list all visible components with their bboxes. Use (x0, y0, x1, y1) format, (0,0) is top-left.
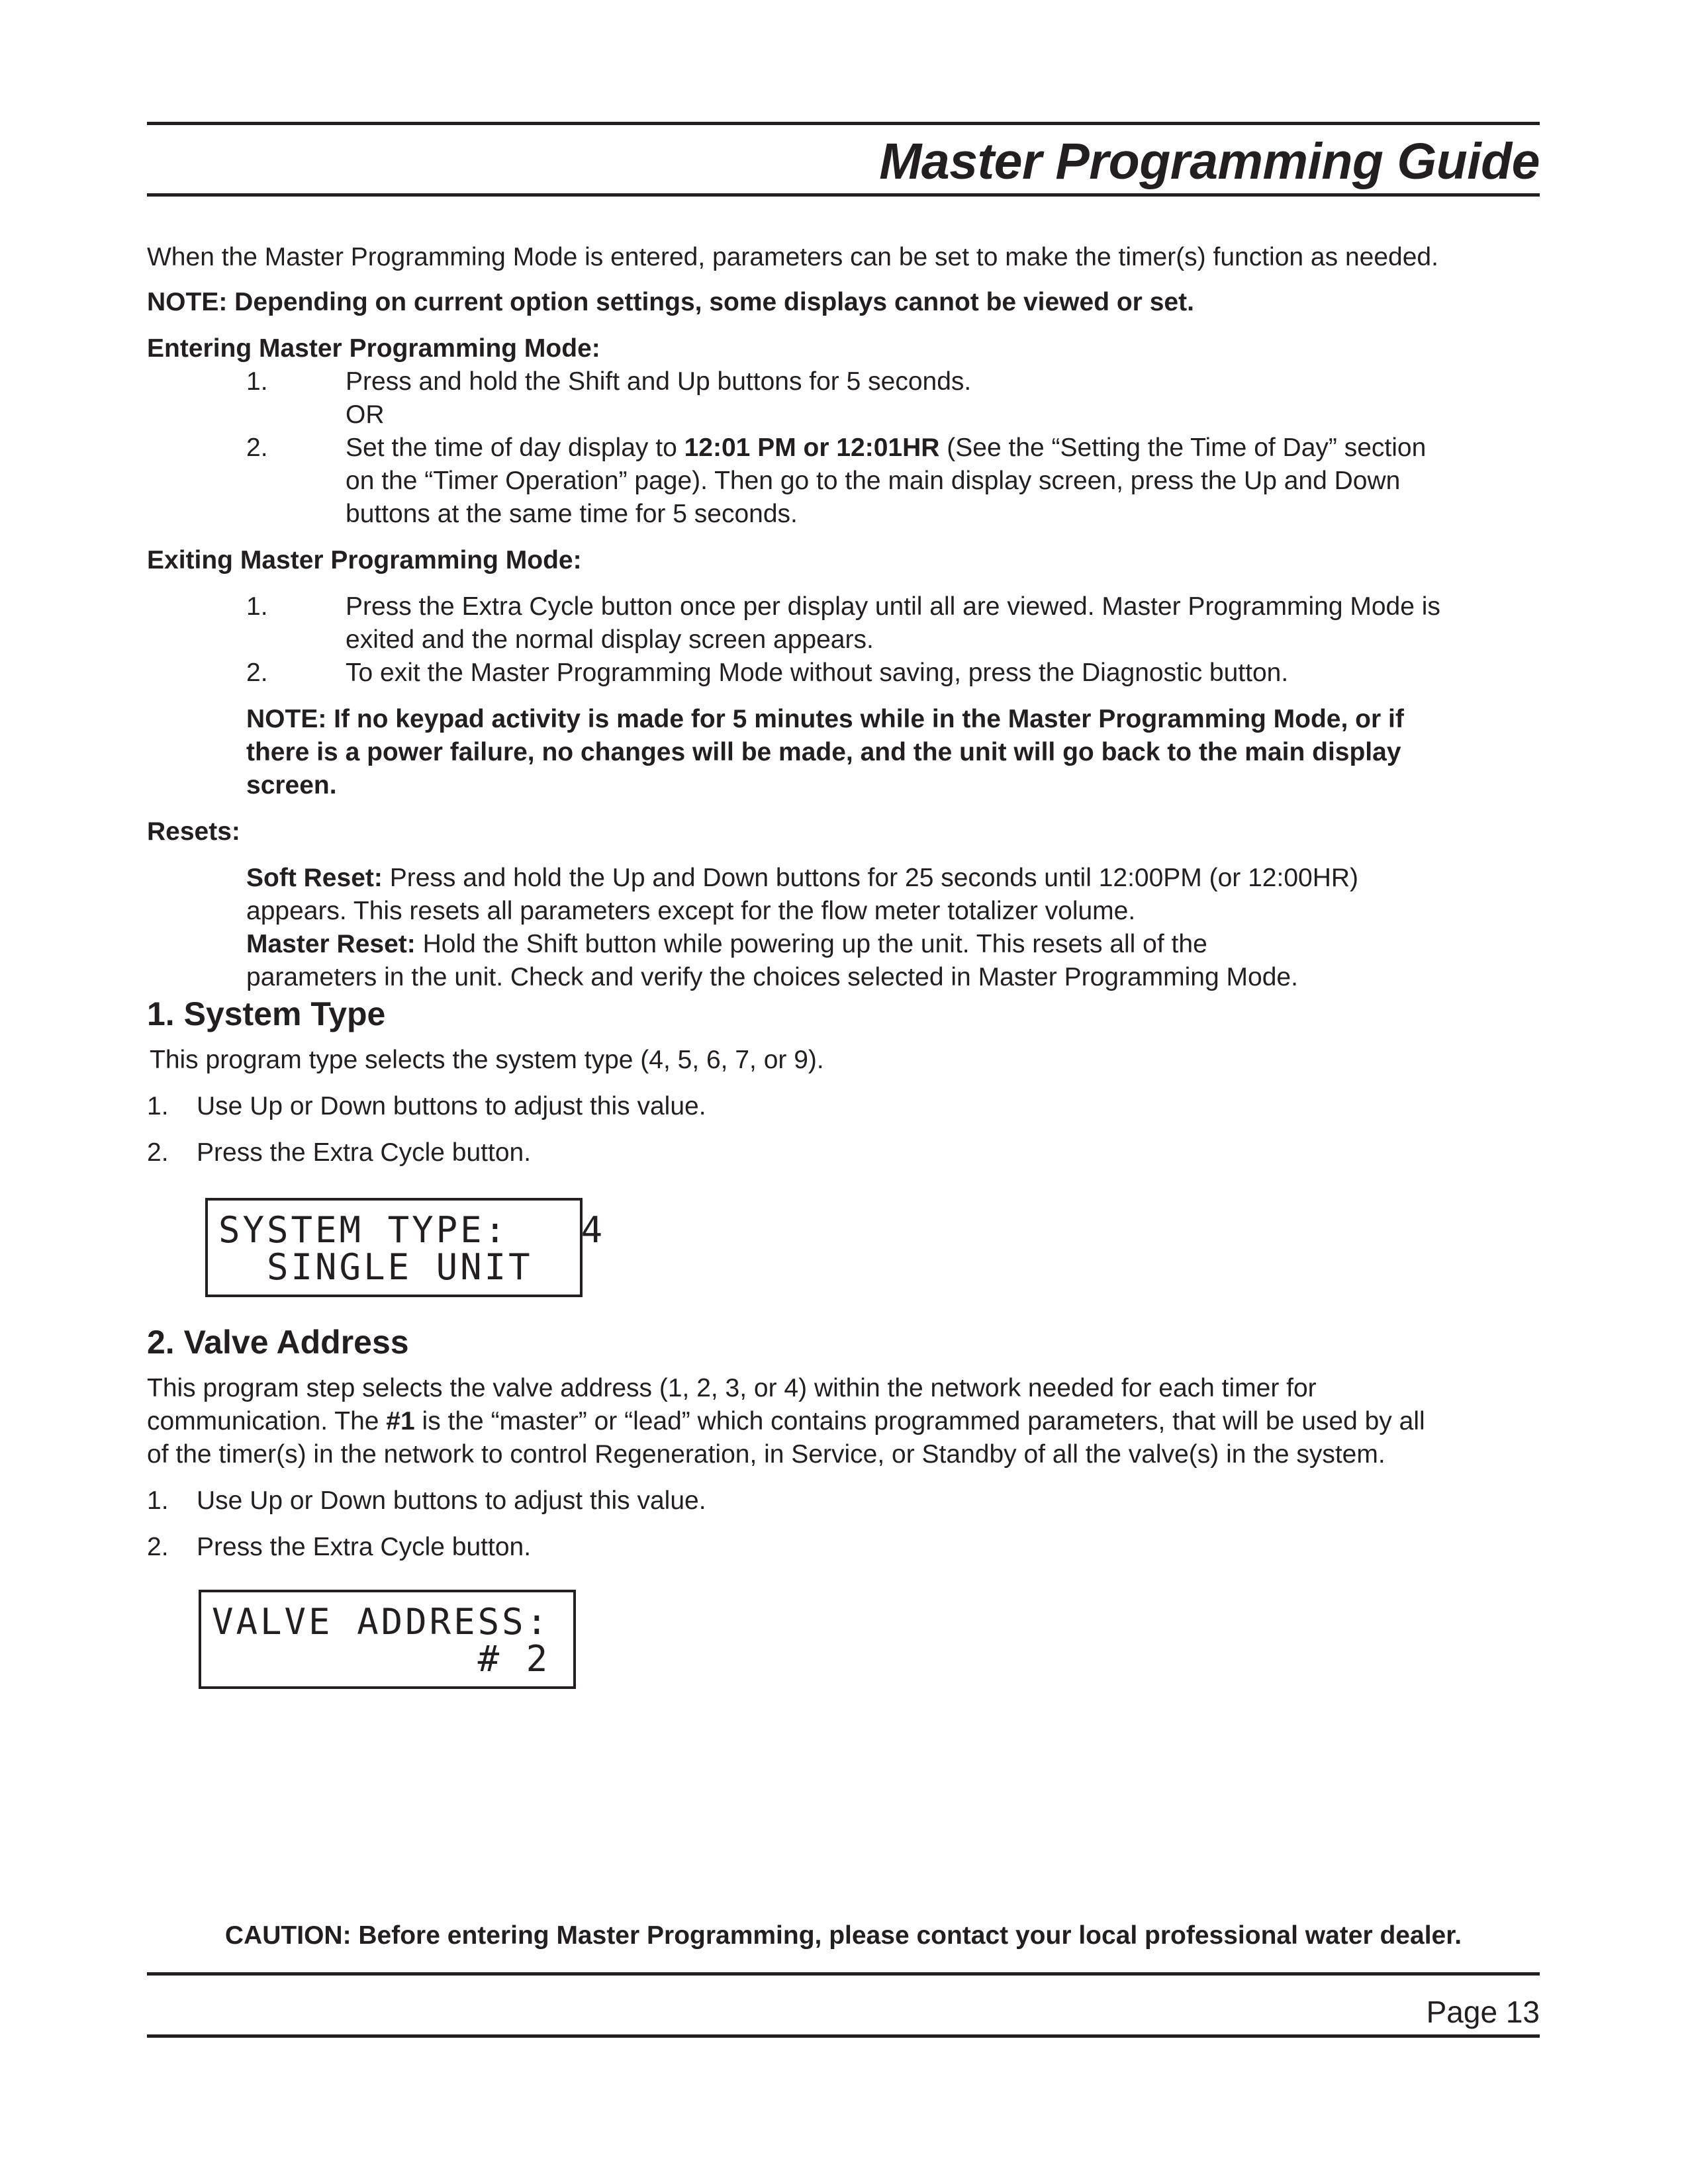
soft-reset-line2: appears. This resets all parameters except for the flow meter totalizer volume. (246, 897, 1136, 925)
system-type-lcd-display (205, 1198, 606, 1297)
valve-address-desc-line1: This program step selects the valve address (1, 2, 3, or 4) within the network needed for each timer for (147, 1374, 1317, 1402)
entering-step1-text: Press and hold the Shift and Up buttons for 5 seconds. (346, 367, 972, 396)
master-reset-line1 (246, 928, 1207, 961)
note-top: NOTE: Depending on current option settings, some displays cannot be viewed or set. (147, 288, 1194, 316)
exiting-step2-text: To exit the Master Programming Mode without saving, press the Diagnostic button. (346, 659, 1289, 687)
soft-reset-line1 (246, 862, 1358, 895)
entering-step2-post: (See the “Setting the Time of Day” section (939, 433, 1427, 462)
system-type-lcd-line1: SYSTEM TYPE: 4 (218, 1209, 606, 1251)
master-reset-text: Hold the Shift button while powering up the unit. This resets all of the (415, 930, 1207, 958)
resets-heading: Resets: (147, 817, 240, 846)
valve-address-lcd-display (199, 1590, 576, 1689)
exiting-heading: Exiting Master Programming Mode: (147, 546, 582, 574)
valve-address-step2-number: 2. (147, 1533, 169, 1561)
system-type-step1-number: 1. (147, 1092, 169, 1120)
exiting-step1-line1: Press the Extra Cycle button once per display until all are viewed. Master Programming Mode is (346, 592, 1440, 621)
valve-address-desc-line2-bold: #1 (386, 1407, 415, 1435)
page-number: Page 13 (1426, 1995, 1540, 2029)
intro-text: When the Master Programming Mode is entered, parameters can be set to make the timer(s) function as needed. (147, 243, 1438, 271)
entering-step2-number: 2. (246, 433, 268, 462)
entering-step2-pre: Set the time of day display to (346, 433, 684, 462)
master-reset-label: Master Reset: (246, 930, 416, 958)
caution-text: CAUTION: Before entering Master Programming, please contact your local professional water dealer. (224, 1921, 1462, 1950)
entering-step2-bold: 12:01 PM or 12:01HR (684, 433, 940, 462)
exiting-step2-number: 2. (246, 659, 268, 687)
soft-reset-label: Soft Reset: (246, 864, 383, 892)
entering-step1-number: 1. (246, 367, 268, 396)
valve-address-step1-number: 1. (147, 1486, 169, 1515)
exiting-note-line2: there is a power failure, no changes will be made, and the unit will go back to the main display (246, 738, 1401, 766)
system-type-lcd-line2: SINGLE UNIT (218, 1246, 533, 1288)
entering-step2-text (346, 432, 1426, 465)
system-type-step2-number: 2. (147, 1138, 169, 1167)
exiting-step1-number: 1. (246, 592, 268, 621)
exiting-note-line3: screen. (246, 771, 337, 799)
valve-address-lcd-line1: VALVE ADDRESS: (212, 1601, 551, 1643)
valve-address-step2-text: Press the Extra Cycle button. (197, 1533, 532, 1561)
footer-bottom-rule (147, 2034, 1540, 2038)
valve-address-heading: 2. Valve Address (147, 1324, 409, 1361)
entering-or-text: OR (346, 400, 385, 429)
entering-step2-line3: buttons at the same time for 5 seconds. (346, 500, 798, 528)
valve-address-desc-line2 (147, 1405, 1425, 1438)
soft-reset-text: Press and hold the Up and Down buttons for 25 seconds until 12:00PM (or 12:00HR) (382, 864, 1359, 892)
header-bottom-rule (147, 193, 1540, 197)
master-reset-line2: parameters in the unit. Check and verify the choices selected in Master Programming Mode. (246, 963, 1298, 991)
system-type-description: This program type selects the system type (4, 5, 6, 7, or 9). (150, 1046, 824, 1074)
valve-address-desc-line2-post: is the “master” or “lead” which contains programmed parameters, that will be used by all (414, 1407, 1425, 1435)
system-type-step2-text: Press the Extra Cycle button. (197, 1138, 532, 1167)
valve-address-step1-text: Use Up or Down buttons to adjust this value. (197, 1486, 706, 1515)
exiting-step1-line2: exited and the normal display screen appears. (346, 625, 874, 654)
header-top-rule (147, 122, 1540, 125)
entering-heading: Entering Master Programming Mode: (147, 334, 600, 363)
entering-step2-line2: on the “Timer Operation” page). Then go to the main display screen, press the Up and Down (346, 467, 1401, 495)
valve-address-desc-line3: of the timer(s) in the network to control Regeneration, in Service, or Standby of all the valve(s) in the system. (147, 1440, 1385, 1469)
valve-address-lcd-line2: # 2 (212, 1638, 551, 1680)
exiting-note-line1: NOTE: If no keypad activity is made for 5 minutes while in the Master Programming Mode, or if (246, 705, 1404, 733)
system-type-heading: 1. System Type (147, 995, 386, 1032)
page-title: Master Programming Guide (879, 133, 1540, 190)
system-type-step1-text: Use Up or Down buttons to adjust this value. (197, 1092, 706, 1120)
valve-address-desc-line2-pre: communication. The (147, 1407, 387, 1435)
footer-top-rule (147, 1972, 1540, 1976)
